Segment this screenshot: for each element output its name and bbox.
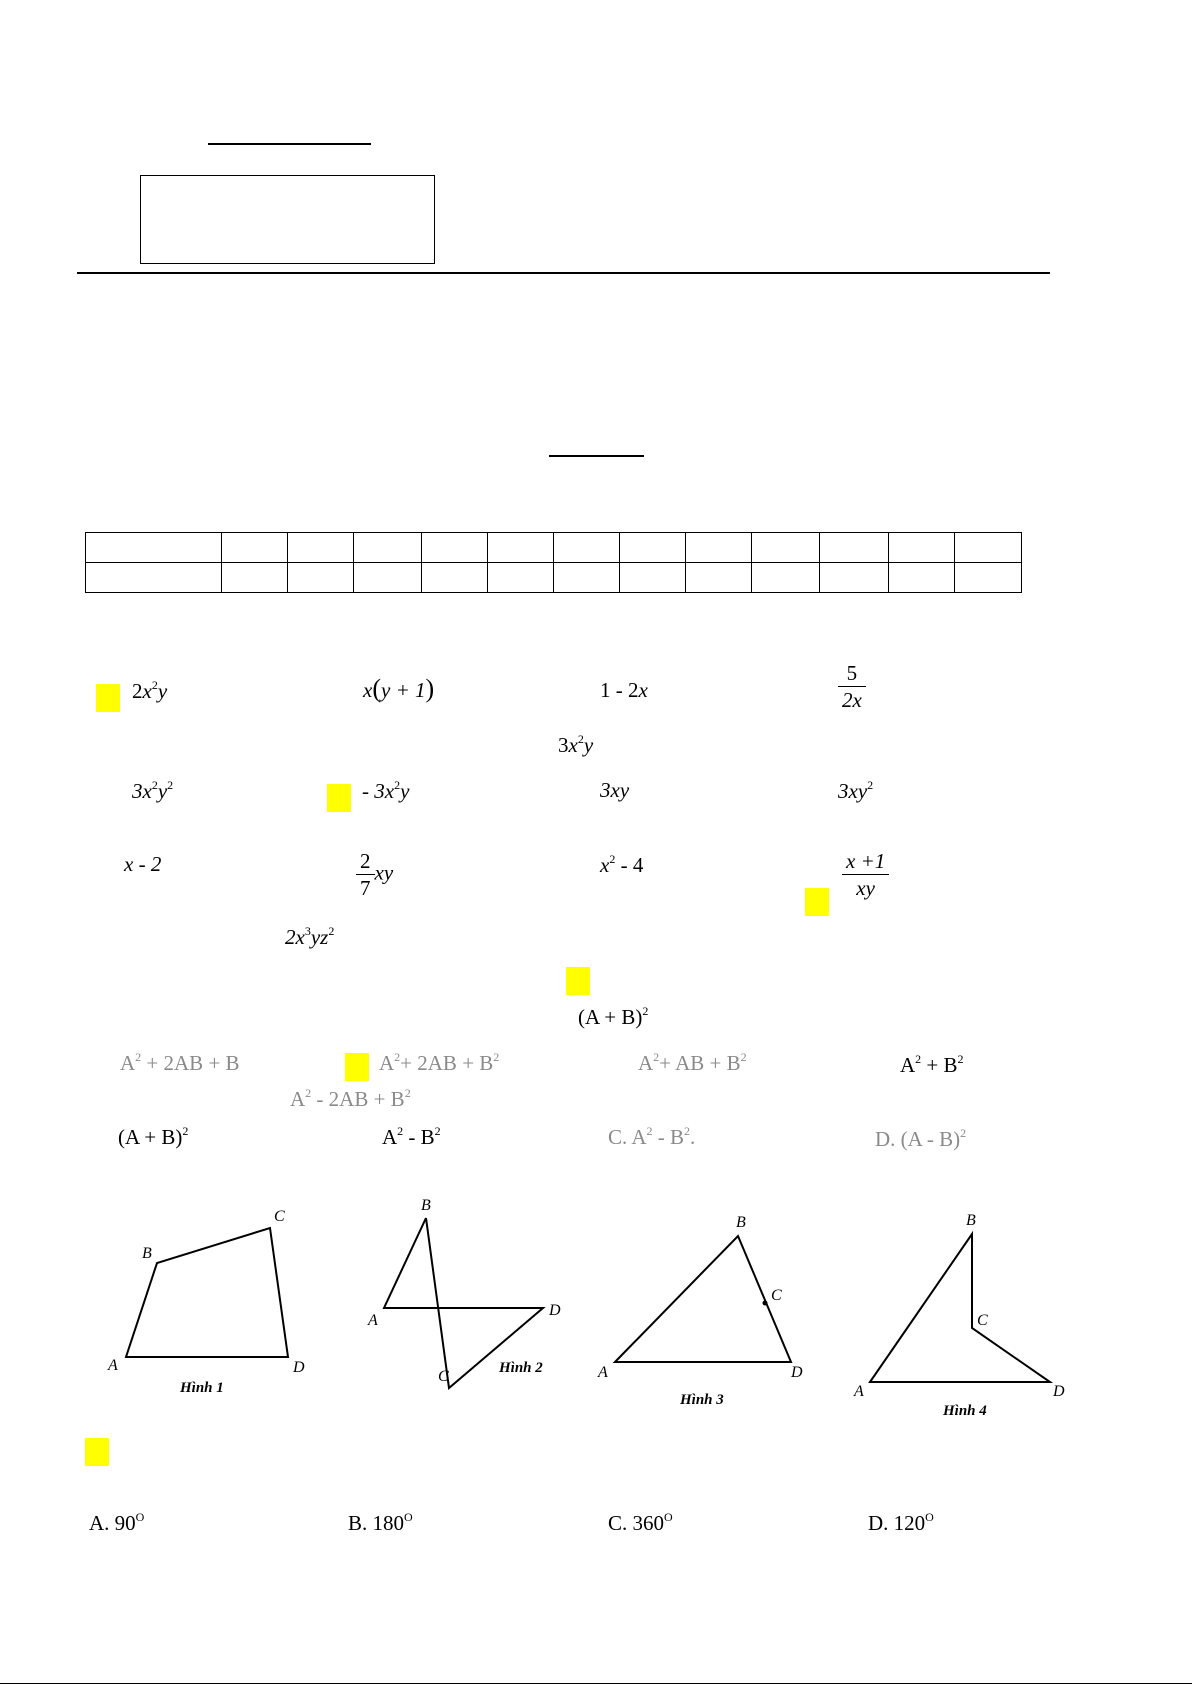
q5-option-d[interactable]: D. (A - B)$^2$ [875,1126,967,1151]
q7-option-b[interactable]: B. $180^O$ [348,1510,413,1535]
fig1-label-a: A [108,1357,118,1374]
fig4-caption: Hình 4 [943,1403,987,1419]
q3-option-c[interactable]: $x^2 - 4$ [600,852,644,877]
fig2-label-d: D [549,1302,561,1319]
fig3-caption: Hình 3 [680,1392,724,1408]
q4-option-b[interactable]: $A^2+ 2AB + B^2$ [379,1050,500,1075]
q4-stem-expression: $(A + B)^2$ [578,1004,649,1029]
fig4-label-b: B [966,1212,976,1229]
q3-option-a[interactable]: x - 2 [124,852,162,876]
q4-option-c[interactable]: $A^2+$ AB + $B^2$ [638,1050,747,1075]
fig4-label-c: C [977,1312,988,1329]
q1-option-c[interactable]: 1 - 2x [600,678,648,702]
q3-reference-term: $2x^3yz^2$ [285,924,335,949]
figure-4-shape [870,1234,1050,1382]
q4-option-d[interactable]: $A^2 + B^2$ [900,1052,964,1077]
q7-option-c[interactable]: C. $360^O$ [608,1510,673,1535]
q3-option-b[interactable]: $\frac{2}{7}$ xy [356,848,393,901]
fig3-label-a: A [598,1364,608,1381]
q1-option-d[interactable]: $\frac{5}{2x}$ [838,660,866,713]
q1-option-a[interactable]: $2x^2y$ [132,678,168,703]
fig4-label-a: A [854,1383,864,1400]
fig2-label-b: B [421,1197,431,1214]
q1-reference-term: $3x^2y$ [558,732,594,757]
fig3-label-c: C [771,1287,782,1304]
q5-stem-expression: $A^2 - 2AB + B^2$ [290,1086,411,1111]
q5-option-c[interactable]: C. $A^2 - B^2$. [608,1124,696,1149]
q5-option-b[interactable]: $A^2 - B^2$ [382,1124,441,1149]
figure-3-shape [615,1236,791,1362]
fig1-label-c: C [274,1208,285,1225]
fig3-label-b: B [736,1214,746,1231]
q2-option-a[interactable]: $3x^2y^2$ [132,778,174,803]
fig4-label-d: D [1053,1383,1065,1400]
fig2-label-c: C [438,1368,449,1385]
q2-option-c[interactable]: 3xy [600,778,630,802]
fig2-label-a: A [368,1312,378,1329]
q2-option-d[interactable]: $3xy^2$ [838,778,874,803]
highlight-marker [85,1438,109,1466]
q5-option-a[interactable]: $(A + B)^2$ [118,1124,189,1149]
fig2-caption: Hình 2 [499,1360,543,1376]
fig3-label-d: D [791,1364,803,1381]
q7-option-a[interactable]: A. $90^O$ [89,1510,145,1535]
fig1-caption: Hình 1 [180,1380,224,1396]
q7-option-d[interactable]: D. $120^O$ [868,1510,934,1535]
figure-3-point-c [763,1301,768,1306]
fig1-label-b: B [142,1245,152,1262]
q4-option-a[interactable]: $A^2 + 2AB + B$ [120,1050,240,1075]
q1-option-b[interactable]: x(y + 1) [363,674,435,703]
q3-option-d[interactable]: $\frac{x +1}{xy}$ [842,848,889,901]
q2-option-b[interactable]: - $3x^2y$ [362,778,410,803]
fig1-label-d: D [293,1359,305,1376]
footer-rule [0,1683,1192,1684]
